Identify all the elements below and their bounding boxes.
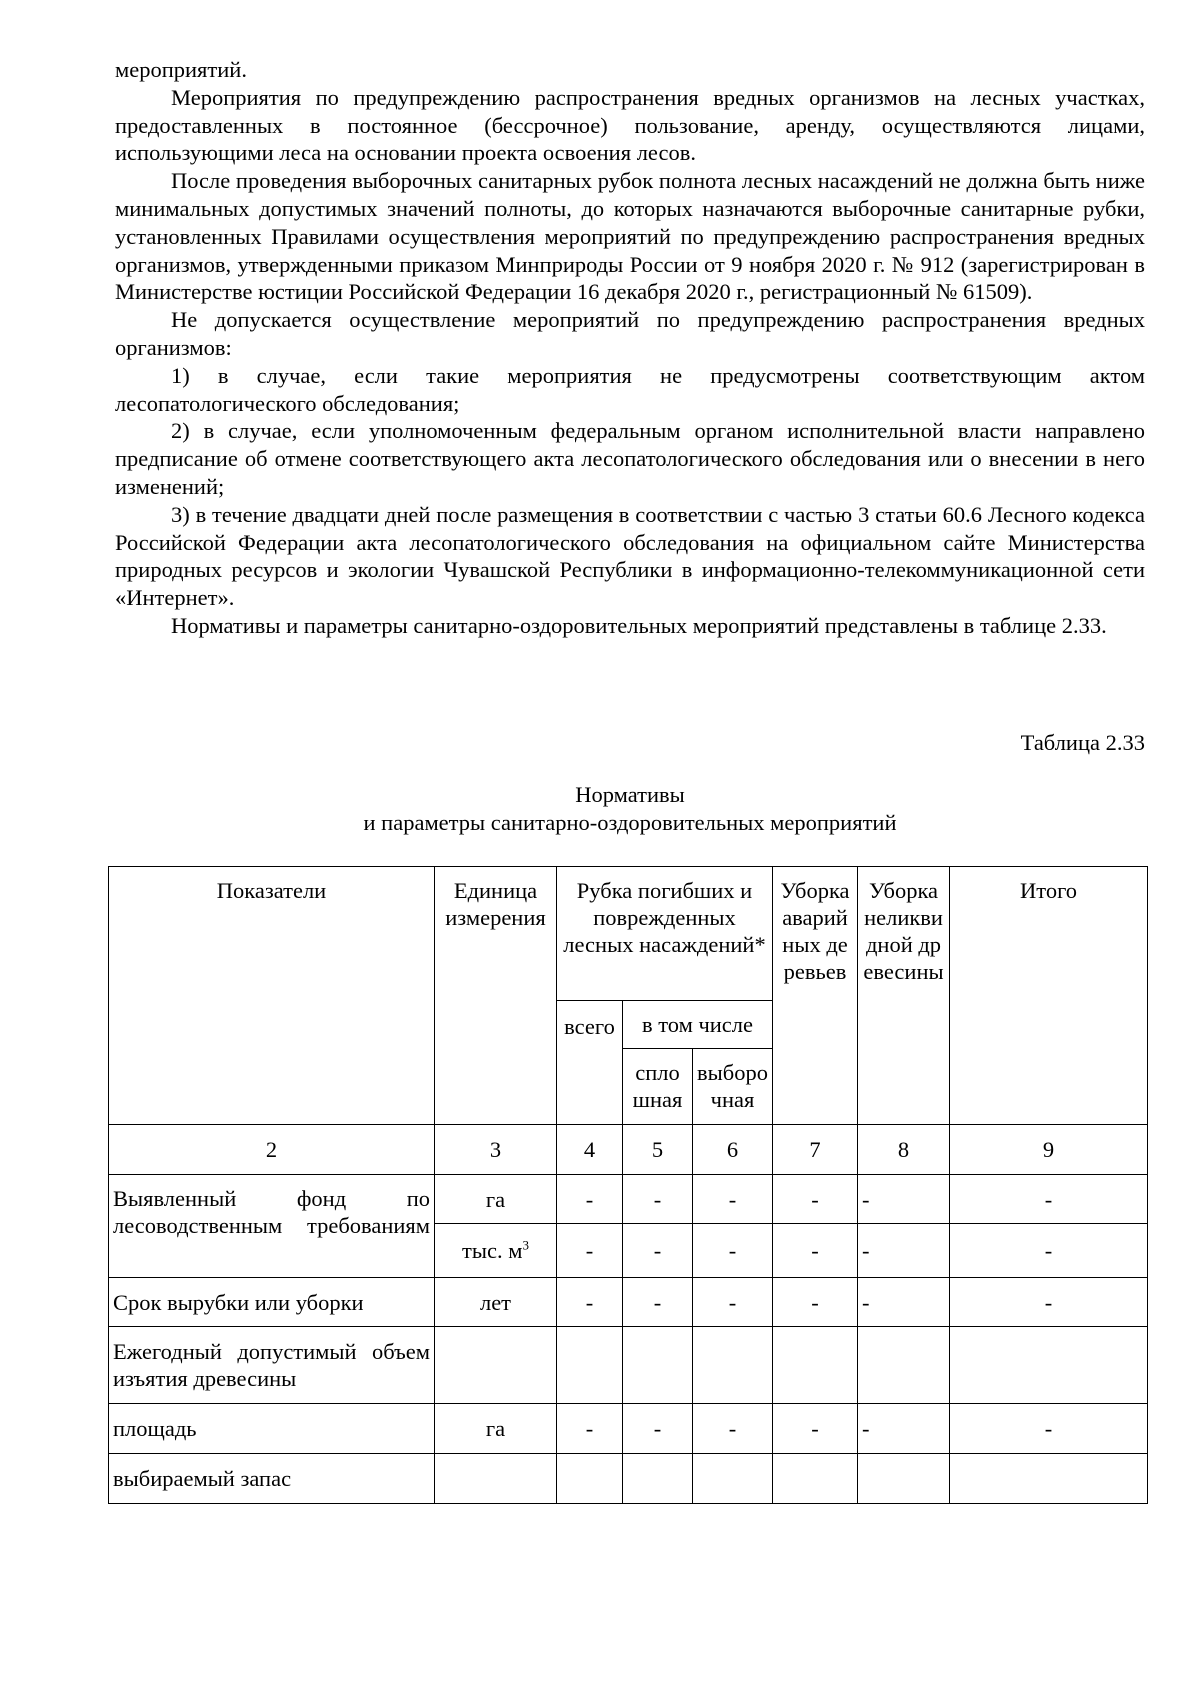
paragraph: Не допускается осуществление мероприятий по предупреждению распространения вредных организмов: <box>115 307 1145 360</box>
norms-table <box>108 866 1148 1504</box>
header-itogo: Итого <box>950 867 1148 1125</box>
row-label-area: площадь <box>109 1404 435 1454</box>
unit-text: тыс. м <box>462 1238 523 1263</box>
cell-value: - <box>950 1175 1148 1224</box>
paragraph: После проведения выборочных санитарных рубок полнота лесных насаждений не должна быть ниже минимальных допустимых значений полноты, до которых назначаются выборочные санитарные рубки, установленных Правилами осуществления мероприятий по предупреждению распространения вредных организмов, утвержденными приказом Минприроды России от 9 ноября 2020 г. № 912 (зарегистрирован в Министерстве юстиции Российской Федерации 16 декабря 2020 г., регистрационный № 61509). <box>115 168 1145 305</box>
cell-value: - <box>557 1278 623 1327</box>
cell-empty <box>557 1454 623 1504</box>
cell-value: - <box>858 1404 950 1454</box>
row-label-fund <box>109 1175 435 1278</box>
cell-empty <box>557 1327 623 1404</box>
cell-value: - <box>950 1404 1148 1454</box>
cell-value: - <box>693 1224 773 1278</box>
caption-line: Нормативы <box>575 782 685 807</box>
cell-value: - <box>858 1224 950 1278</box>
cell-value: - <box>693 1278 773 1327</box>
cell-value: - <box>693 1404 773 1454</box>
cell-value: - <box>623 1278 693 1327</box>
cell-value: - <box>557 1224 623 1278</box>
header-total: всего <box>557 1001 623 1125</box>
cell-value: - <box>557 1404 623 1454</box>
cell-value: - <box>950 1278 1148 1327</box>
row-label-text: Ежегодный допустимый объем изъятия древесины <box>113 1339 430 1391</box>
paragraph: мероприятий. <box>115 57 247 82</box>
cell-value: - <box>557 1175 623 1224</box>
col-number: 6 <box>693 1125 773 1175</box>
col-number: 5 <box>623 1125 693 1175</box>
cell-empty <box>773 1454 858 1504</box>
cell-value: - <box>773 1224 858 1278</box>
header-emergency: Уборка аварийных деревьев <box>773 867 858 1125</box>
cell-value: - <box>773 1404 858 1454</box>
cell-unit: лет <box>435 1278 557 1327</box>
header-clear: сплошная <box>623 1049 693 1125</box>
header-including: в том числе <box>623 1001 773 1049</box>
header-selective: выборочная <box>693 1049 773 1125</box>
paragraph: Мероприятия по предупреждению распространения вредных организмов на лесных участках, предоставленных в постоянное (бессрочное) пользование, аренду, осуществляются лицами, использующими леса на основании проекта освоения лесов. <box>115 84 1145 166</box>
cell-empty <box>693 1327 773 1404</box>
list-item: 1) в случае, если такие мероприятия не предусмотрены соответствующим актом лесопатологического обследования; <box>115 362 1145 416</box>
col-number: 2 <box>109 1125 435 1175</box>
cell-unit: га <box>435 1404 557 1454</box>
table-caption <box>100 781 1160 837</box>
col-number: 8 <box>858 1125 950 1175</box>
cell-value: - <box>858 1175 950 1224</box>
cell-value: - <box>623 1175 693 1224</box>
cell-value: - <box>773 1175 858 1224</box>
row-label-annual <box>109 1327 435 1404</box>
list-item: 2) в случае, если уполномоченным федеральным органом исполнительной власти направлено предписание об отмене соответствующего акта лесопатологического обследования или о внесении в него изменений; <box>115 418 1145 499</box>
cell-unit <box>435 1224 557 1278</box>
row-label-term: Срок вырубки или уборки <box>109 1278 435 1327</box>
cell-empty <box>950 1454 1148 1504</box>
header-indicators: Показатели <box>109 867 435 1125</box>
col-number: 7 <box>773 1125 858 1175</box>
cell-empty <box>858 1454 950 1504</box>
header-unit: Единица измерения <box>435 867 557 1125</box>
col-number: 4 <box>557 1125 623 1175</box>
cell-empty <box>950 1327 1148 1404</box>
col-number: 3 <box>435 1125 557 1175</box>
caption-line: и параметры санитарно-оздоровительных мероприятий <box>363 810 897 835</box>
header-felling: Рубка погибших и поврежденных лесных насаждений* <box>557 867 773 1001</box>
cell-empty <box>435 1454 557 1504</box>
unit-superscript: 3 <box>522 1237 529 1253</box>
cell-empty <box>435 1327 557 1404</box>
cell-empty <box>773 1327 858 1404</box>
header-illiquid: Уборка неликвидной древесины <box>858 867 950 1125</box>
cell-empty <box>623 1327 693 1404</box>
row-label-text: Выявленный фонд по лесоводственным требованиям <box>113 1186 430 1238</box>
table-number: Таблица 2.33 <box>1020 730 1145 755</box>
cell-value: - <box>623 1404 693 1454</box>
paragraph: Нормативы и параметры санитарно-оздоровительных мероприятий представлены в таблице 2.33. <box>171 612 1107 638</box>
list-item: 3) в течение двадцати дней после размещения в соответствии с частью 3 статьи 60.6 Лесного кодекса Российской Федерации акта лесопатологического обследования на официальном сайте Министерства природных ресурсов и экологии Чувашской Республики в информационно-телекоммуникационной сети «Интернет». <box>115 501 1145 611</box>
cell-value: - <box>950 1224 1148 1278</box>
cell-empty <box>858 1327 950 1404</box>
cell-unit: га <box>435 1175 557 1224</box>
cell-value: - <box>693 1175 773 1224</box>
col-number: 9 <box>950 1125 1148 1175</box>
cell-value: - <box>623 1224 693 1278</box>
cell-value: - <box>773 1278 858 1327</box>
cell-value: - <box>858 1278 950 1327</box>
row-label-stock: выбираемый запас <box>109 1454 435 1504</box>
cell-empty <box>693 1454 773 1504</box>
body-text <box>115 56 1145 640</box>
cell-empty <box>623 1454 693 1504</box>
